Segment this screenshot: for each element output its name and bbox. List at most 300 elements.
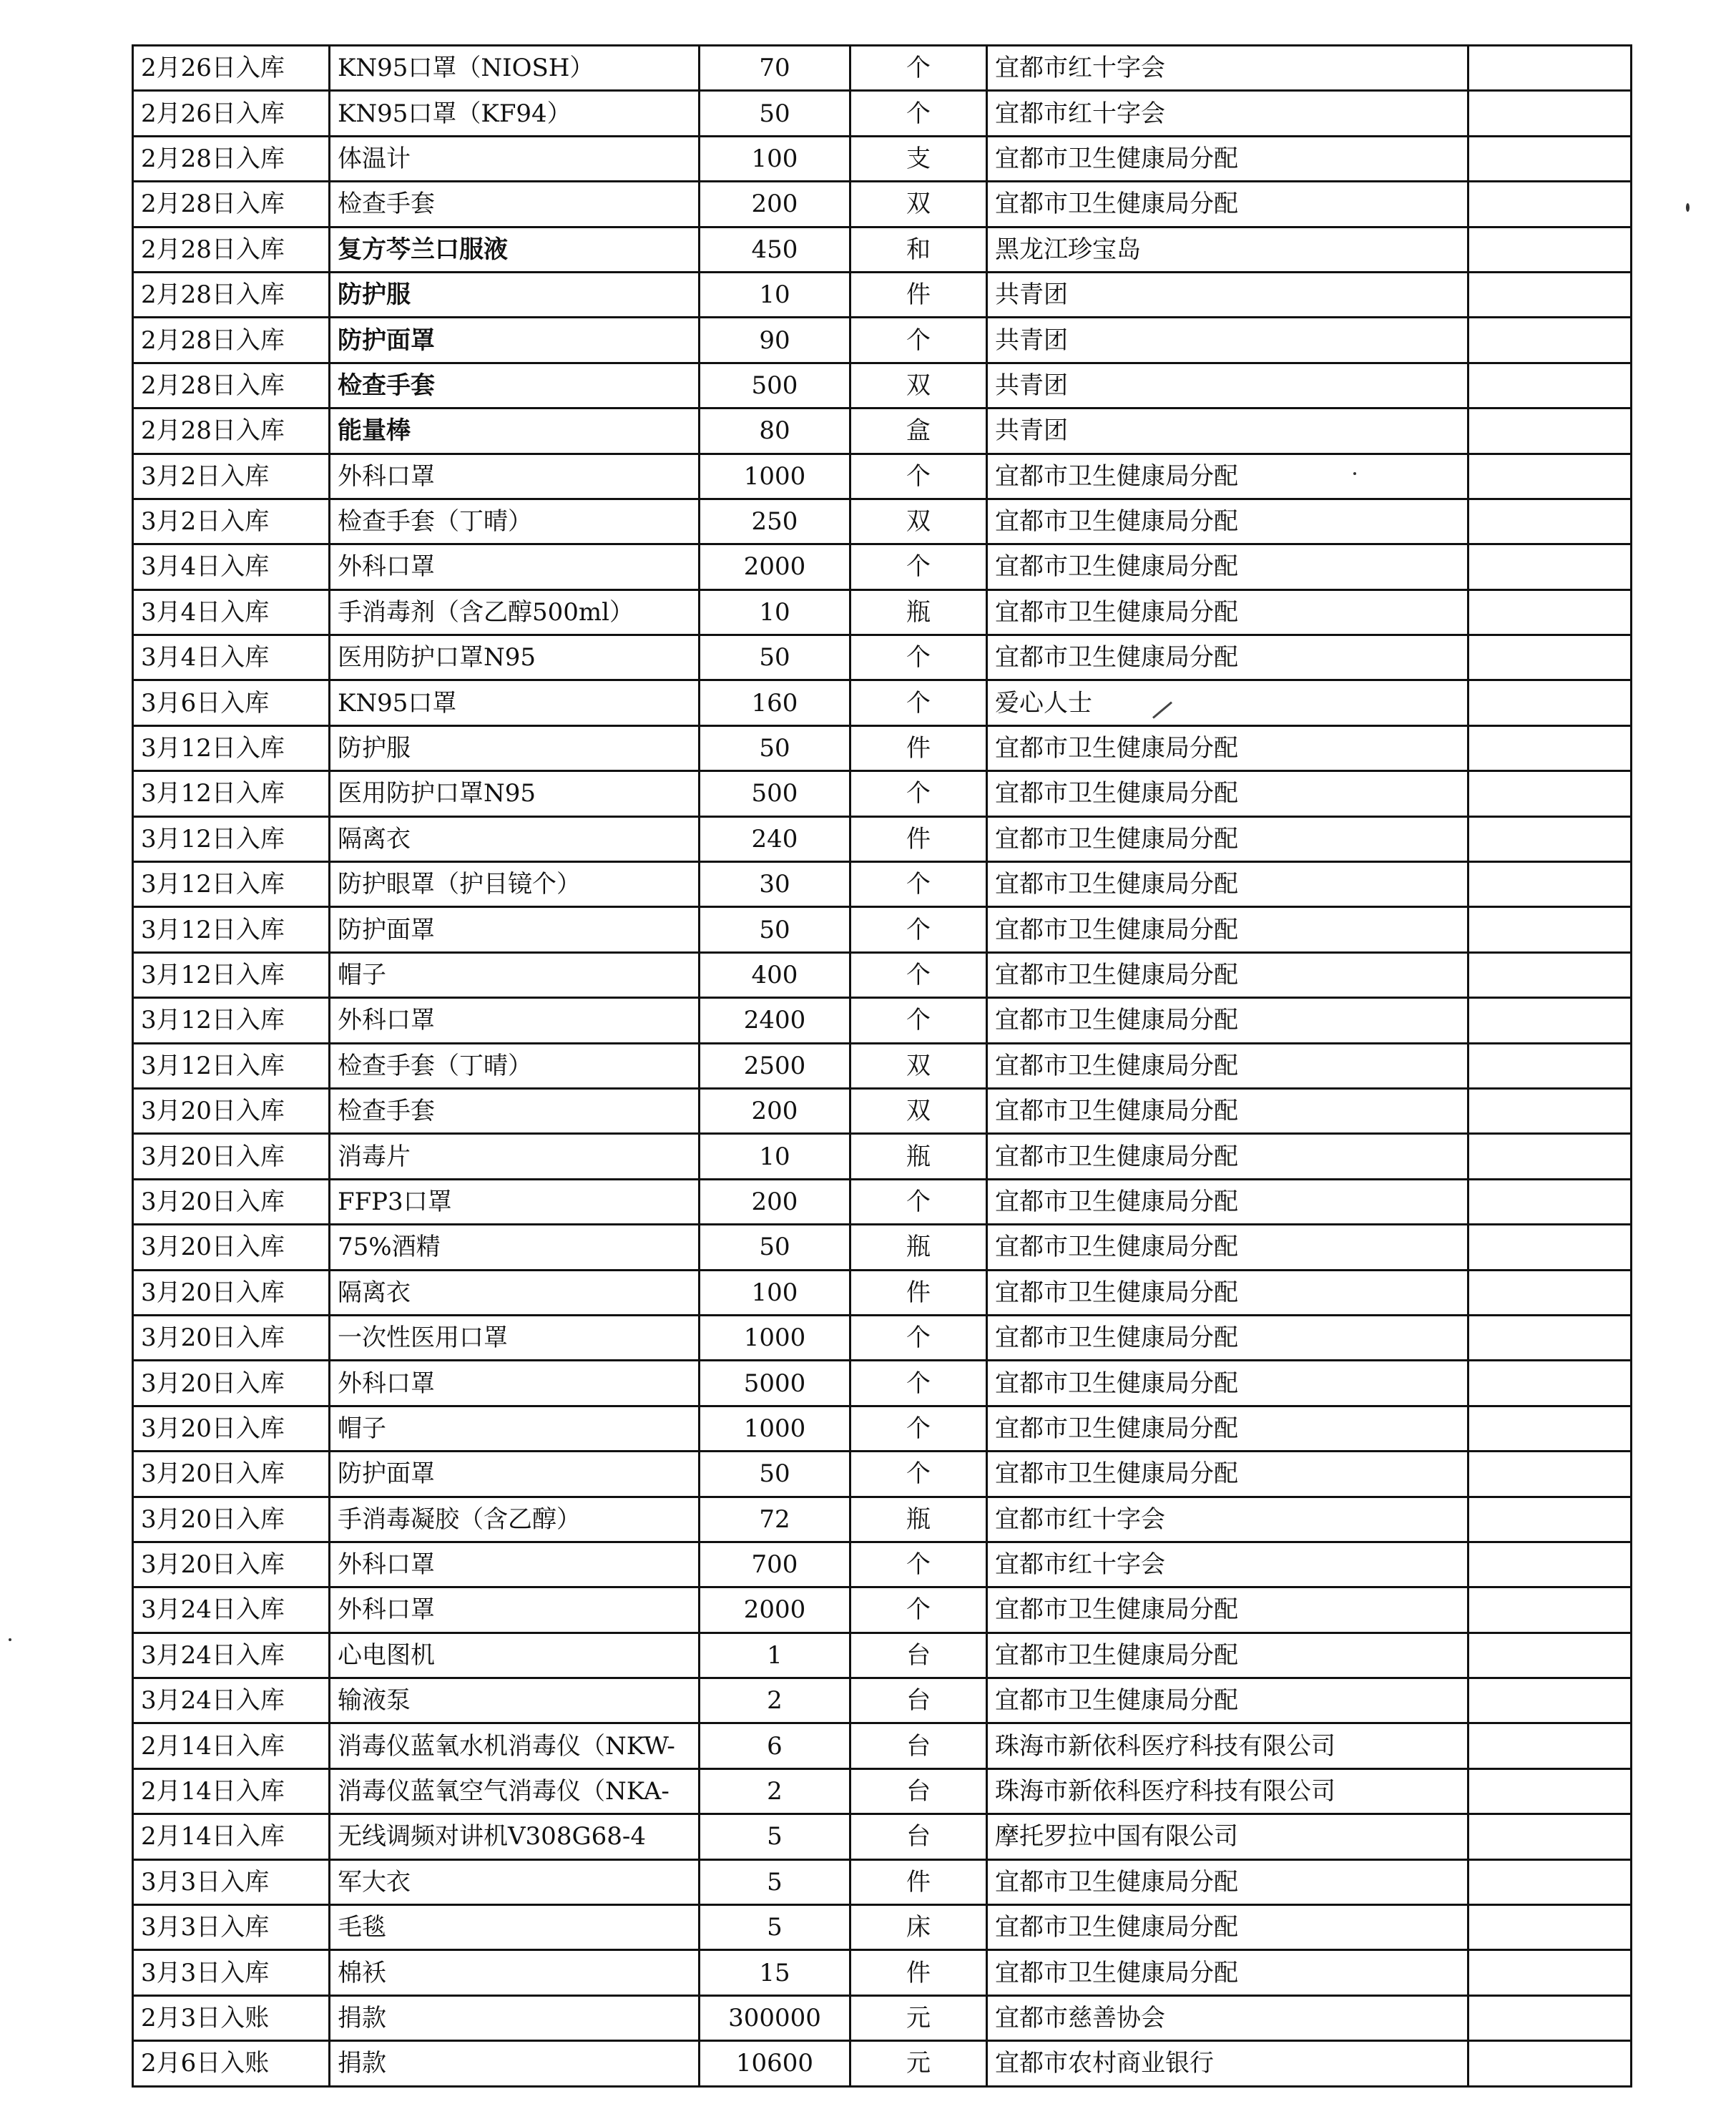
cell-item: KN95口罩（NIOSH） bbox=[330, 46, 700, 91]
cell-date: 3月20日入库 bbox=[133, 1497, 330, 1542]
cell-date: 3月12日入库 bbox=[133, 998, 330, 1043]
cell-note bbox=[1468, 635, 1632, 680]
table-row bbox=[133, 1043, 1632, 1088]
cell-date: 3月20日入库 bbox=[133, 1179, 330, 1224]
table-row bbox=[133, 1950, 1632, 1995]
cell-date: 2月14日入库 bbox=[133, 1768, 330, 1814]
cell-item: 防护面罩 bbox=[330, 318, 700, 363]
cell-quantity: 2 bbox=[700, 1678, 850, 1723]
cell-source: 黑龙江珍宝岛 bbox=[987, 227, 1468, 272]
cell-unit: 件 bbox=[850, 1859, 987, 1904]
cell-date: 2月28日入库 bbox=[133, 182, 330, 227]
table-row bbox=[133, 46, 1632, 91]
cell-date: 2月26日入库 bbox=[133, 91, 330, 136]
cell-note bbox=[1468, 1361, 1632, 1406]
cell-quantity: 10600 bbox=[700, 2041, 850, 2086]
cell-note bbox=[1468, 91, 1632, 136]
cell-source: 宜都市红十字会 bbox=[987, 1542, 1468, 1587]
cell-unit: 个 bbox=[850, 544, 987, 589]
cell-quantity: 50 bbox=[700, 1452, 850, 1497]
cell-item: 军大衣 bbox=[330, 1859, 700, 1904]
cell-date: 2月28日入库 bbox=[133, 272, 330, 317]
cell-quantity: 80 bbox=[700, 408, 850, 454]
cell-date: 3月20日入库 bbox=[133, 1361, 330, 1406]
cell-unit: 台 bbox=[850, 1768, 987, 1814]
cell-quantity: 200 bbox=[700, 1179, 850, 1224]
cell-note bbox=[1468, 1179, 1632, 1224]
cell-source: 宜都市卫生健康局分配 bbox=[987, 1587, 1468, 1633]
cell-quantity: 500 bbox=[700, 771, 850, 816]
cell-source: 珠海市新依科医疗科技有限公司 bbox=[987, 1768, 1468, 1814]
cell-note bbox=[1468, 363, 1632, 408]
cell-item: 一次性医用口罩 bbox=[330, 1315, 700, 1360]
cell-unit: 个 bbox=[850, 1452, 987, 1497]
cell-note bbox=[1468, 408, 1632, 454]
cell-source: 宜都市卫生健康局分配 bbox=[987, 1225, 1468, 1270]
table-row bbox=[133, 1406, 1632, 1451]
table-row bbox=[133, 1315, 1632, 1360]
cell-item: 外科口罩 bbox=[330, 998, 700, 1043]
cell-date: 2月28日入库 bbox=[133, 136, 330, 181]
cell-note bbox=[1468, 1859, 1632, 1904]
cell-note bbox=[1468, 1587, 1632, 1633]
inventory-table bbox=[132, 44, 1632, 2088]
cell-quantity: 15 bbox=[700, 1950, 850, 1995]
cell-item: 外科口罩 bbox=[330, 1542, 700, 1587]
table-row bbox=[133, 862, 1632, 907]
cell-unit: 个 bbox=[850, 454, 987, 499]
cell-note bbox=[1468, 2041, 1632, 2086]
cell-source: 宜都市卫生健康局分配 bbox=[987, 1088, 1468, 1133]
cell-unit: 元 bbox=[850, 1995, 987, 2040]
cell-source: 宜都市卫生健康局分配 bbox=[987, 635, 1468, 680]
cell-unit: 件 bbox=[850, 725, 987, 770]
cell-quantity: 2 bbox=[700, 1768, 850, 1814]
cell-item: 复方芩兰口服液 bbox=[330, 227, 700, 272]
table-row bbox=[133, 1859, 1632, 1904]
cell-quantity: 90 bbox=[700, 318, 850, 363]
cell-quantity: 400 bbox=[700, 952, 850, 997]
cell-date: 2月6日入账 bbox=[133, 2041, 330, 2086]
cell-date: 3月20日入库 bbox=[133, 1542, 330, 1587]
cell-source: 宜都市卫生健康局分配 bbox=[987, 1859, 1468, 1904]
cell-unit: 个 bbox=[850, 771, 987, 816]
cell-quantity: 450 bbox=[700, 227, 850, 272]
cell-source: 宜都市卫生健康局分配 bbox=[987, 771, 1468, 816]
cell-unit: 个 bbox=[850, 907, 987, 952]
cell-quantity: 50 bbox=[700, 907, 850, 952]
cell-note bbox=[1468, 907, 1632, 952]
scan-speck bbox=[9, 1638, 11, 1641]
scan-speck bbox=[1686, 203, 1690, 212]
cell-note bbox=[1468, 1542, 1632, 1587]
cell-date: 2月3日入账 bbox=[133, 1995, 330, 2040]
cell-item: 捐款 bbox=[330, 2041, 700, 2086]
cell-source: 共青团 bbox=[987, 363, 1468, 408]
cell-unit: 件 bbox=[850, 1270, 987, 1315]
cell-item: 隔离衣 bbox=[330, 1270, 700, 1315]
cell-quantity: 1000 bbox=[700, 1406, 850, 1451]
cell-unit: 台 bbox=[850, 1678, 987, 1723]
cell-unit: 瓶 bbox=[850, 589, 987, 635]
cell-item: 输液泵 bbox=[330, 1678, 700, 1723]
table-row bbox=[133, 2041, 1632, 2086]
cell-source: 宜都市卫生健康局分配 bbox=[987, 1315, 1468, 1360]
cell-item: 外科口罩 bbox=[330, 1587, 700, 1633]
cell-unit: 个 bbox=[850, 91, 987, 136]
cell-item: 防护服 bbox=[330, 725, 700, 770]
cell-item: 外科口罩 bbox=[330, 454, 700, 499]
table-row bbox=[133, 1452, 1632, 1497]
cell-note bbox=[1468, 1406, 1632, 1451]
cell-quantity: 2500 bbox=[700, 1043, 850, 1088]
cell-item: 体温计 bbox=[330, 136, 700, 181]
cell-source: 宜都市卫生健康局分配 bbox=[987, 454, 1468, 499]
cell-date: 3月20日入库 bbox=[133, 1225, 330, 1270]
cell-item: 防护面罩 bbox=[330, 907, 700, 952]
cell-date: 3月4日入库 bbox=[133, 544, 330, 589]
cell-unit: 个 bbox=[850, 1587, 987, 1633]
cell-note bbox=[1468, 227, 1632, 272]
cell-source: 宜都市卫生健康局分配 bbox=[987, 862, 1468, 907]
cell-item: KN95口罩（KF94） bbox=[330, 91, 700, 136]
cell-source: 宜都市卫生健康局分配 bbox=[987, 499, 1468, 544]
cell-quantity: 50 bbox=[700, 725, 850, 770]
cell-source: 宜都市红十字会 bbox=[987, 46, 1468, 91]
cell-note bbox=[1468, 725, 1632, 770]
cell-item: 医用防护口罩N95 bbox=[330, 771, 700, 816]
table-row bbox=[133, 1179, 1632, 1224]
cell-quantity: 10 bbox=[700, 589, 850, 635]
cell-note bbox=[1468, 272, 1632, 317]
cell-quantity: 5 bbox=[700, 1859, 850, 1904]
table-row bbox=[133, 499, 1632, 544]
cell-source: 爱心人士 bbox=[987, 680, 1468, 725]
cell-source: 宜都市卫生健康局分配 bbox=[987, 1270, 1468, 1315]
cell-note bbox=[1468, 1768, 1632, 1814]
cell-item: 消毒片 bbox=[330, 1134, 700, 1179]
table-row bbox=[133, 544, 1632, 589]
cell-note bbox=[1468, 680, 1632, 725]
cell-source: 宜都市红十字会 bbox=[987, 91, 1468, 136]
cell-note bbox=[1468, 1633, 1632, 1678]
table-row bbox=[133, 816, 1632, 861]
cell-unit: 个 bbox=[850, 862, 987, 907]
cell-source: 宜都市卫生健康局分配 bbox=[987, 1043, 1468, 1088]
cell-item: 检查手套 bbox=[330, 363, 700, 408]
table-row bbox=[133, 318, 1632, 363]
cell-date: 3月20日入库 bbox=[133, 1452, 330, 1497]
cell-source: 共青团 bbox=[987, 272, 1468, 317]
cell-source: 宜都市红十字会 bbox=[987, 1497, 1468, 1542]
cell-note bbox=[1468, 1315, 1632, 1360]
table-row bbox=[133, 635, 1632, 680]
cell-date: 3月20日入库 bbox=[133, 1315, 330, 1360]
cell-source: 宜都市卫生健康局分配 bbox=[987, 589, 1468, 635]
cell-source: 宜都市卫生健康局分配 bbox=[987, 1678, 1468, 1723]
cell-date: 2月28日入库 bbox=[133, 408, 330, 454]
cell-note bbox=[1468, 1950, 1632, 1995]
table-row bbox=[133, 589, 1632, 635]
cell-date: 2月26日入库 bbox=[133, 46, 330, 91]
cell-source: 宜都市卫生健康局分配 bbox=[987, 1179, 1468, 1224]
cell-note bbox=[1468, 1225, 1632, 1270]
table-row bbox=[133, 1270, 1632, 1315]
cell-item: 棉袄 bbox=[330, 1950, 700, 1995]
cell-quantity: 5 bbox=[700, 1814, 850, 1859]
cell-item: KN95口罩 bbox=[330, 680, 700, 725]
cell-source: 宜都市卫生健康局分配 bbox=[987, 1361, 1468, 1406]
cell-item: 手消毒剂（含乙醇500ml） bbox=[330, 589, 700, 635]
cell-item: 帽子 bbox=[330, 952, 700, 997]
cell-unit: 件 bbox=[850, 272, 987, 317]
cell-date: 3月24日入库 bbox=[133, 1633, 330, 1678]
cell-unit: 盒 bbox=[850, 408, 987, 454]
cell-quantity: 2000 bbox=[700, 544, 850, 589]
cell-unit: 个 bbox=[850, 952, 987, 997]
cell-source: 宜都市卫生健康局分配 bbox=[987, 1406, 1468, 1451]
cell-item: 手消毒凝胶（含乙醇） bbox=[330, 1497, 700, 1542]
table-row bbox=[133, 1361, 1632, 1406]
cell-unit: 床 bbox=[850, 1905, 987, 1950]
cell-date: 3月2日入库 bbox=[133, 499, 330, 544]
cell-quantity: 5000 bbox=[700, 1361, 850, 1406]
table-row bbox=[133, 91, 1632, 136]
cell-source: 宜都市卫生健康局分配 bbox=[987, 1134, 1468, 1179]
cell-source: 宜都市卫生健康局分配 bbox=[987, 182, 1468, 227]
cell-source: 宜都市卫生健康局分配 bbox=[987, 816, 1468, 861]
cell-date: 3月4日入库 bbox=[133, 589, 330, 635]
table-row bbox=[133, 272, 1632, 317]
cell-date: 2月28日入库 bbox=[133, 227, 330, 272]
cell-item: 防护眼罩（护目镜个） bbox=[330, 862, 700, 907]
cell-quantity: 2400 bbox=[700, 998, 850, 1043]
cell-quantity: 70 bbox=[700, 46, 850, 91]
cell-date: 3月4日入库 bbox=[133, 635, 330, 680]
cell-item: 捐款 bbox=[330, 1995, 700, 2040]
cell-note bbox=[1468, 454, 1632, 499]
cell-note bbox=[1468, 952, 1632, 997]
cell-source: 宜都市卫生健康局分配 bbox=[987, 725, 1468, 770]
cell-source: 宜都市慈善协会 bbox=[987, 1995, 1468, 2040]
table-row bbox=[133, 1905, 1632, 1950]
cell-unit: 瓶 bbox=[850, 1134, 987, 1179]
cell-quantity: 1000 bbox=[700, 454, 850, 499]
cell-quantity: 160 bbox=[700, 680, 850, 725]
cell-source: 宜都市农村商业银行 bbox=[987, 2041, 1468, 2086]
cell-date: 3月2日入库 bbox=[133, 454, 330, 499]
cell-unit: 双 bbox=[850, 363, 987, 408]
cell-unit: 个 bbox=[850, 680, 987, 725]
table-row bbox=[133, 182, 1632, 227]
cell-date: 2月14日入库 bbox=[133, 1814, 330, 1859]
cell-quantity: 2000 bbox=[700, 1587, 850, 1633]
cell-source: 宜都市卫生健康局分配 bbox=[987, 907, 1468, 952]
cell-item: 检查手套（丁晴） bbox=[330, 1043, 700, 1088]
cell-quantity: 1000 bbox=[700, 1315, 850, 1360]
cell-note bbox=[1468, 1043, 1632, 1088]
cell-quantity: 1 bbox=[700, 1633, 850, 1678]
cell-item: 毛毯 bbox=[330, 1905, 700, 1950]
cell-quantity: 5 bbox=[700, 1905, 850, 1950]
cell-note bbox=[1468, 1088, 1632, 1133]
cell-note bbox=[1468, 318, 1632, 363]
cell-item: 帽子 bbox=[330, 1406, 700, 1451]
table-row bbox=[133, 408, 1632, 454]
cell-unit: 台 bbox=[850, 1723, 987, 1768]
cell-date: 3月3日入库 bbox=[133, 1905, 330, 1950]
cell-quantity: 10 bbox=[700, 1134, 850, 1179]
cell-quantity: 10 bbox=[700, 272, 850, 317]
cell-item: 医用防护口罩N95 bbox=[330, 635, 700, 680]
table-row bbox=[133, 227, 1632, 272]
cell-date: 3月12日入库 bbox=[133, 725, 330, 770]
cell-date: 3月24日入库 bbox=[133, 1587, 330, 1633]
cell-quantity: 72 bbox=[700, 1497, 850, 1542]
inventory-rows bbox=[133, 46, 1632, 2087]
cell-unit: 个 bbox=[850, 1406, 987, 1451]
cell-unit: 件 bbox=[850, 1950, 987, 1995]
cell-unit: 瓶 bbox=[850, 1225, 987, 1270]
cell-item: 无线调频对讲机V308G68-4 bbox=[330, 1814, 700, 1859]
cell-quantity: 6 bbox=[700, 1723, 850, 1768]
table-row bbox=[133, 1497, 1632, 1542]
cell-note bbox=[1468, 46, 1632, 91]
cell-date: 3月12日入库 bbox=[133, 952, 330, 997]
table-row bbox=[133, 454, 1632, 499]
cell-date: 2月28日入库 bbox=[133, 318, 330, 363]
cell-quantity: 50 bbox=[700, 1225, 850, 1270]
cell-source: 宜都市卫生健康局分配 bbox=[987, 952, 1468, 997]
cell-quantity: 500 bbox=[700, 363, 850, 408]
table-row bbox=[133, 1088, 1632, 1133]
scan-speck bbox=[1353, 472, 1356, 475]
cell-note bbox=[1468, 998, 1632, 1043]
cell-quantity: 50 bbox=[700, 91, 850, 136]
cell-note bbox=[1468, 771, 1632, 816]
cell-unit: 个 bbox=[850, 1361, 987, 1406]
cell-source: 宜都市卫生健康局分配 bbox=[987, 1950, 1468, 1995]
cell-unit: 个 bbox=[850, 318, 987, 363]
cell-date: 3月20日入库 bbox=[133, 1406, 330, 1451]
cell-item: 检查手套 bbox=[330, 1088, 700, 1133]
cell-item: 外科口罩 bbox=[330, 544, 700, 589]
cell-unit: 个 bbox=[850, 1542, 987, 1587]
cell-unit: 支 bbox=[850, 136, 987, 181]
cell-quantity: 100 bbox=[700, 1270, 850, 1315]
cell-date: 3月24日入库 bbox=[133, 1678, 330, 1723]
cell-source: 宜都市卫生健康局分配 bbox=[987, 1452, 1468, 1497]
cell-source: 共青团 bbox=[987, 318, 1468, 363]
cell-unit: 个 bbox=[850, 998, 987, 1043]
cell-unit: 瓶 bbox=[850, 1497, 987, 1542]
cell-note bbox=[1468, 589, 1632, 635]
cell-item: 外科口罩 bbox=[330, 1361, 700, 1406]
cell-unit: 个 bbox=[850, 46, 987, 91]
table-row bbox=[133, 1134, 1632, 1179]
cell-note bbox=[1468, 1678, 1632, 1723]
cell-date: 3月12日入库 bbox=[133, 907, 330, 952]
table-row bbox=[133, 1995, 1632, 2040]
cell-unit: 双 bbox=[850, 499, 987, 544]
cell-date: 3月20日入库 bbox=[133, 1134, 330, 1179]
cell-quantity: 200 bbox=[700, 182, 850, 227]
cell-item: 心电图机 bbox=[330, 1633, 700, 1678]
cell-note bbox=[1468, 1270, 1632, 1315]
cell-unit: 台 bbox=[850, 1814, 987, 1859]
cell-quantity: 300000 bbox=[700, 1995, 850, 2040]
cell-unit: 元 bbox=[850, 2041, 987, 2086]
cell-item: 检查手套 bbox=[330, 182, 700, 227]
cell-unit: 个 bbox=[850, 1179, 987, 1224]
table-row bbox=[133, 680, 1632, 725]
cell-unit: 个 bbox=[850, 1315, 987, 1360]
table-row bbox=[133, 952, 1632, 997]
table-row bbox=[133, 907, 1632, 952]
cell-unit: 件 bbox=[850, 816, 987, 861]
table-row bbox=[133, 1225, 1632, 1270]
cell-note bbox=[1468, 499, 1632, 544]
cell-source: 摩托罗拉中国有限公司 bbox=[987, 1814, 1468, 1859]
cell-note bbox=[1468, 182, 1632, 227]
cell-quantity: 30 bbox=[700, 862, 850, 907]
cell-item: 能量棒 bbox=[330, 408, 700, 454]
table-row bbox=[133, 136, 1632, 181]
cell-quantity: 700 bbox=[700, 1542, 850, 1587]
table-row bbox=[133, 1768, 1632, 1814]
cell-unit: 双 bbox=[850, 182, 987, 227]
table-row bbox=[133, 1723, 1632, 1768]
table-row bbox=[133, 363, 1632, 408]
cell-source: 宜都市卫生健康局分配 bbox=[987, 1905, 1468, 1950]
cell-source: 共青团 bbox=[987, 408, 1468, 454]
cell-date: 3月12日入库 bbox=[133, 816, 330, 861]
cell-unit: 台 bbox=[850, 1633, 987, 1678]
cell-date: 3月3日入库 bbox=[133, 1950, 330, 1995]
cell-note bbox=[1468, 1452, 1632, 1497]
cell-item: 消毒仪蓝氧空气消毒仪（NKA- bbox=[330, 1768, 700, 1814]
table-row bbox=[133, 1542, 1632, 1587]
table-row bbox=[133, 725, 1632, 770]
cell-source: 珠海市新依科医疗科技有限公司 bbox=[987, 1723, 1468, 1768]
cell-item: 75%酒精 bbox=[330, 1225, 700, 1270]
cell-source: 宜都市卫生健康局分配 bbox=[987, 998, 1468, 1043]
cell-note bbox=[1468, 862, 1632, 907]
cell-unit: 个 bbox=[850, 635, 987, 680]
cell-note bbox=[1468, 1723, 1632, 1768]
cell-item: 检查手套（丁晴） bbox=[330, 499, 700, 544]
cell-quantity: 240 bbox=[700, 816, 850, 861]
cell-unit: 双 bbox=[850, 1043, 987, 1088]
cell-item: 消毒仪蓝氧水机消毒仪（NKW- bbox=[330, 1723, 700, 1768]
cell-quantity: 50 bbox=[700, 635, 850, 680]
table-row bbox=[133, 771, 1632, 816]
cell-date: 3月12日入库 bbox=[133, 1043, 330, 1088]
cell-note bbox=[1468, 1497, 1632, 1542]
cell-date: 2月14日入库 bbox=[133, 1723, 330, 1768]
cell-source: 宜都市卫生健康局分配 bbox=[987, 1633, 1468, 1678]
cell-note bbox=[1468, 1995, 1632, 2040]
table-row bbox=[133, 998, 1632, 1043]
cell-item: 隔离衣 bbox=[330, 816, 700, 861]
cell-date: 3月6日入库 bbox=[133, 680, 330, 725]
cell-note bbox=[1468, 816, 1632, 861]
cell-date: 3月3日入库 bbox=[133, 1859, 330, 1904]
cell-source: 宜都市卫生健康局分配 bbox=[987, 544, 1468, 589]
cell-date: 3月12日入库 bbox=[133, 771, 330, 816]
cell-quantity: 100 bbox=[700, 136, 850, 181]
cell-note bbox=[1468, 1134, 1632, 1179]
